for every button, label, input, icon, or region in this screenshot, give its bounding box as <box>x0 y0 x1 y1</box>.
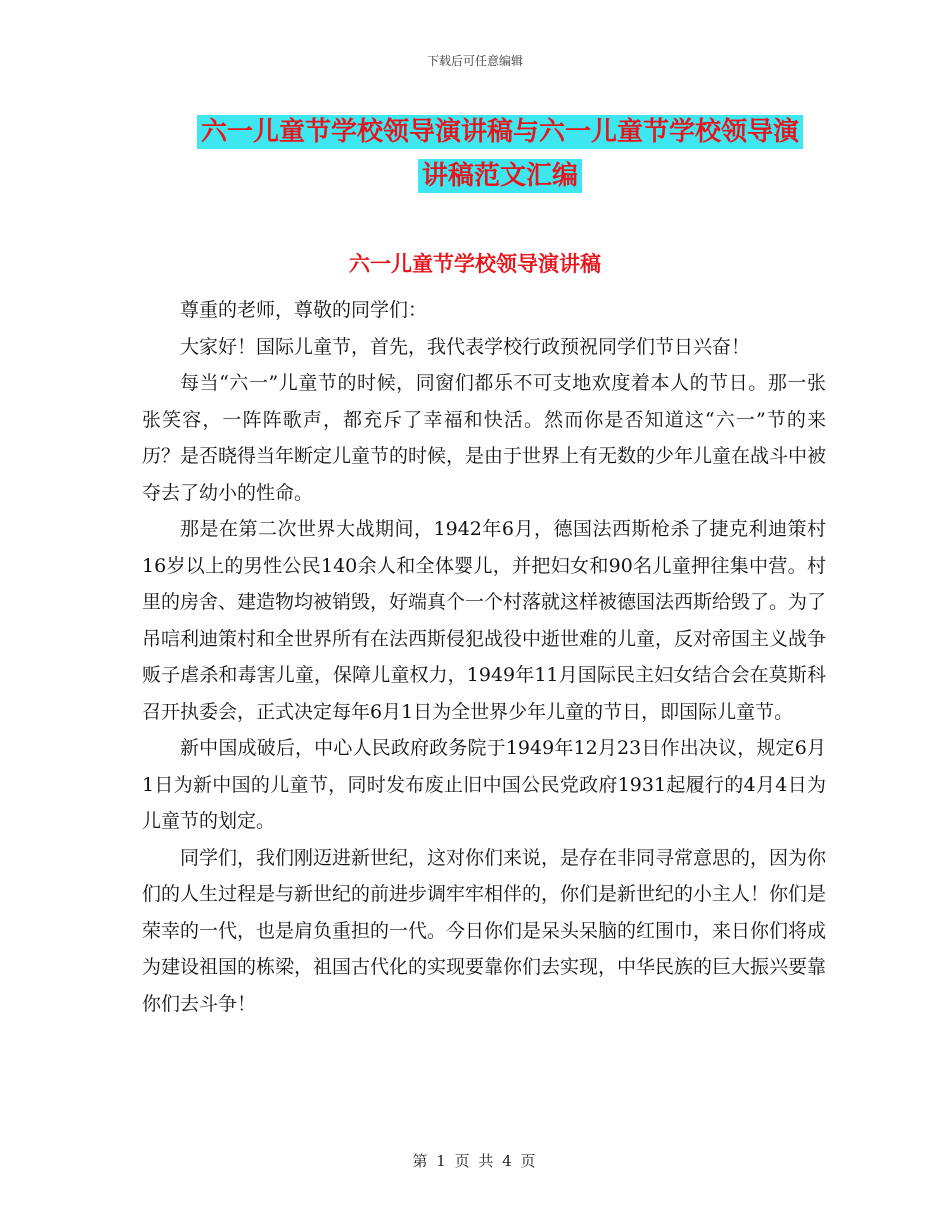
paragraph-new-china: 新中国成破后，中心人民政府政务院于1949年12月23日作出决议，规定6月1日为新中国的儿童节，同时发布废止旧中国公民党政府1931起履行的4月4日为儿童节的划定。 <box>142 737 826 832</box>
paragraph-origin: 每当“六一”儿童节的时候，同窗们都乐不可支地欢度着本人的节日。那一张张笑容，一阵阵歌声，都充斥了幸福和快活。然而你是否知道这“六一”节的来历？是否晓得当年断定儿童节的时候，是由于世界上有无数的少年儿童在战斗中被夺去了幼小的性命。 <box>142 372 827 504</box>
document-title <box>150 110 850 198</box>
section-title: 六一儿童节学校领导演讲稿 <box>349 252 601 276</box>
paragraph-new-century: 同学们，我们刚迈进新世纪，这对你们来说，是存在非同寻常意思的，因为你们的人生过程是与新世纪的前进步调牢牢相伴的，你们是新世纪的小主人！你们是荣幸的一代，也是肩负重担的一代。今日你们是呆头呆脑的红围巾，来日你们将成为建设祖国的栋梁，祖国古代化的实现要靠你们去实现，中华民族的巨大振兴要靠你们去斗争！ <box>142 846 827 1015</box>
page-number-footer: 第 1 页 共 4 页 <box>412 1152 538 1170</box>
document-title-line-2: 讲稿范文汇编 <box>418 159 582 193</box>
paragraph-history: 那是在第二次世界大战期间，1942年6月，德国法西斯枪杀了捷克利迪策村16岁以上的男性公民140余人和全体婴儿，并把妇女和90名儿童押往集中营。村里的房舍、建造物均被销毁，好端真个一个村落就这样被德国法西斯给毁了。为了吊唁利迪策村和全世界所有在法西斯侵犯战役中逝世难的儿童，反对帝国主义战争贩子虐杀和毒害儿童，保障儿童权力，1949年11月国际民主妇女结合会在莫斯科召开执委会，正式决定每年6月1日为全世界少年儿童的节日，即国际儿童节。 <box>142 518 827 723</box>
document-title-line-1: 六一儿童节学校领导演讲稿与六一儿童节学校领导演 <box>197 115 803 149</box>
paragraph-salutation: 尊重的老师，尊敬的同学们： <box>180 299 428 321</box>
paragraph-greeting: 大家好！国际儿童节，首先，我代表学校行政预祝同学们节日兴奋！ <box>180 335 751 358</box>
page-header-note: 下载后可任意编辑 <box>426 54 523 68</box>
document-body <box>142 292 826 1022</box>
